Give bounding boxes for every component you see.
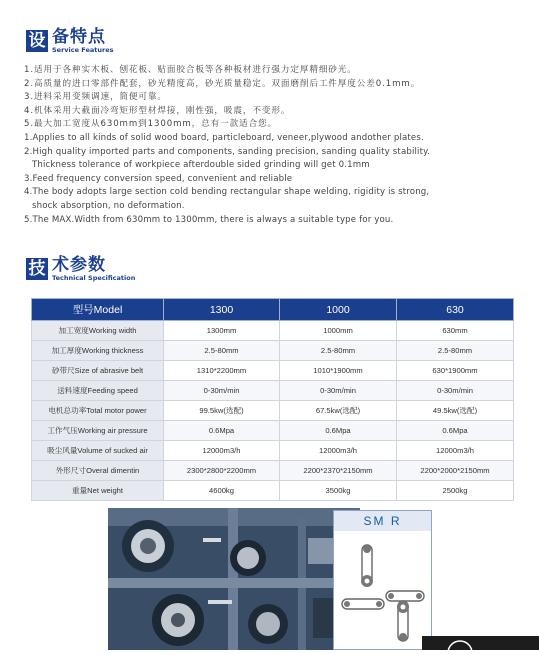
cell-value: 0.6Mpa	[397, 421, 514, 441]
table-row	[32, 401, 514, 421]
cell-value: 0-30m/min	[280, 381, 397, 401]
cell-value: 2200*2000*2150mm	[397, 461, 514, 481]
machine-illustration	[108, 508, 360, 650]
table-row	[32, 481, 514, 501]
table-row	[32, 441, 514, 461]
table-row	[32, 341, 514, 361]
row-label: 砂带尺Size of abrasive belt	[32, 361, 164, 381]
row-label: 加工厚度Working thickness	[32, 341, 164, 361]
feature-en-3: 3.Feed frequency conversion speed, convenient and reliable	[24, 173, 293, 184]
feature-en-5: 5.The MAX.Width from 630mm to 1300mm, there is always a suitable type for you.	[24, 214, 394, 225]
machine-photo	[108, 508, 360, 650]
corner-badge	[422, 636, 539, 650]
cell-value: 2200*2370*2150mm	[280, 461, 397, 481]
cell-value: 1000mm	[280, 321, 397, 341]
cell-value: 99.5kw(选配)	[164, 401, 280, 421]
tech-subtitle: Technical Specification	[52, 274, 136, 282]
header-1300: 1300	[164, 299, 280, 321]
cell-value: 1010*1900mm	[280, 361, 397, 381]
table-row	[32, 361, 514, 381]
tech-spec-heading	[26, 256, 135, 282]
cell-value: 0-30m/min	[397, 381, 514, 401]
cell-value: 0.6Mpa	[164, 421, 280, 441]
cell-value: 12000m3/h	[397, 441, 514, 461]
cell-value: 1300mm	[164, 321, 280, 341]
row-label: 送料速度Feeding speed	[32, 381, 164, 401]
smr-diagram	[333, 510, 432, 650]
service-subtitle: Service Features	[52, 46, 114, 54]
feature-en-2: 2.High quality imported parts and components, sanding precision, sanding quality stability.	[24, 146, 430, 157]
table-row	[32, 321, 514, 341]
table-row	[32, 421, 514, 441]
cell-value: 4600kg	[164, 481, 280, 501]
table-row	[32, 461, 514, 481]
feature-en-2-cont: Thickness tolerance of workpiece afterdouble sided grinding will get 0.1mm	[32, 160, 370, 171]
service-title: 备特点	[52, 27, 106, 47]
cell-value: 2500kg	[397, 481, 514, 501]
cell-value: 67.5kw(选配)	[280, 401, 397, 421]
cell-value: 630mm	[397, 321, 514, 341]
row-label: 工作气压Working air pressure	[32, 421, 164, 441]
header-630: 630	[397, 299, 514, 321]
cell-value: 2.5-80mm	[280, 341, 397, 361]
cell-value: 49.5kw(选配)	[397, 401, 514, 421]
spec-table	[31, 298, 514, 501]
diagram-label: SM R	[334, 511, 431, 531]
tech-badge: 技	[26, 258, 48, 280]
cell-value: 2.5-80mm	[164, 341, 280, 361]
header-model: 型号Model	[32, 299, 164, 321]
row-label: 电机总功率Total motor power	[32, 401, 164, 421]
features-list	[24, 64, 524, 227]
service-features-heading	[26, 28, 113, 54]
feature-cn-2: 2.高质量的进口零部件配套，砂光精度高，砂光质量稳定。双面磨削后工件厚度公差0.1mm。	[24, 78, 421, 89]
feature-cn-1: 1.适用于各种实木板、刨花板、贴面胶合板等各种板材进行强力定厚精细砂光。	[24, 65, 357, 75]
cell-value: 12000m3/h	[164, 441, 280, 461]
cell-value: 12000m3/h	[280, 441, 397, 461]
row-label: 重量Net weight	[32, 481, 164, 501]
corner-circle-icon	[422, 637, 539, 651]
feature-cn-3: 3.进料采用变频调速，简便可靠。	[24, 92, 167, 103]
feature-cn-5: 5.最大加工宽度从630mm到1300mm，总有一款适合您。	[24, 119, 278, 130]
cell-value: 630*1900mm	[397, 361, 514, 381]
feature-en-4: 4.The body adopts large section cold bending rectangular shape welding, rigidity is strong,	[24, 187, 430, 198]
cell-value: 2.5-80mm	[397, 341, 514, 361]
cell-value: 3500kg	[280, 481, 397, 501]
table-row	[32, 381, 514, 401]
cell-value: 2300*2800*2200mm	[164, 461, 280, 481]
cell-value: 0.6Mpa	[280, 421, 397, 441]
header-1000: 1000	[280, 299, 397, 321]
belt-layout-schematic	[334, 531, 431, 649]
feature-en-4-cont: shock absorption, no deformation.	[32, 200, 185, 211]
row-label: 吸尘风量Volume of sucked air	[32, 441, 164, 461]
cell-value: 0-30m/min	[164, 381, 280, 401]
feature-en-1: 1.Applies to all kinds of solid wood board, particleboard, veneer,plywood andother plates.	[24, 132, 424, 143]
tech-title: 术参数	[52, 255, 106, 275]
service-badge: 设	[26, 30, 48, 52]
cell-value: 1310*2200mm	[164, 361, 280, 381]
row-label: 外形尺寸Overal dimentin	[32, 461, 164, 481]
spec-header-row	[32, 299, 514, 321]
row-label: 加工宽度Working width	[32, 321, 164, 341]
feature-cn-4: 4.机体采用大截面冷弯矩形型材焊接，刚性强，吸震，不变形。	[24, 105, 291, 116]
